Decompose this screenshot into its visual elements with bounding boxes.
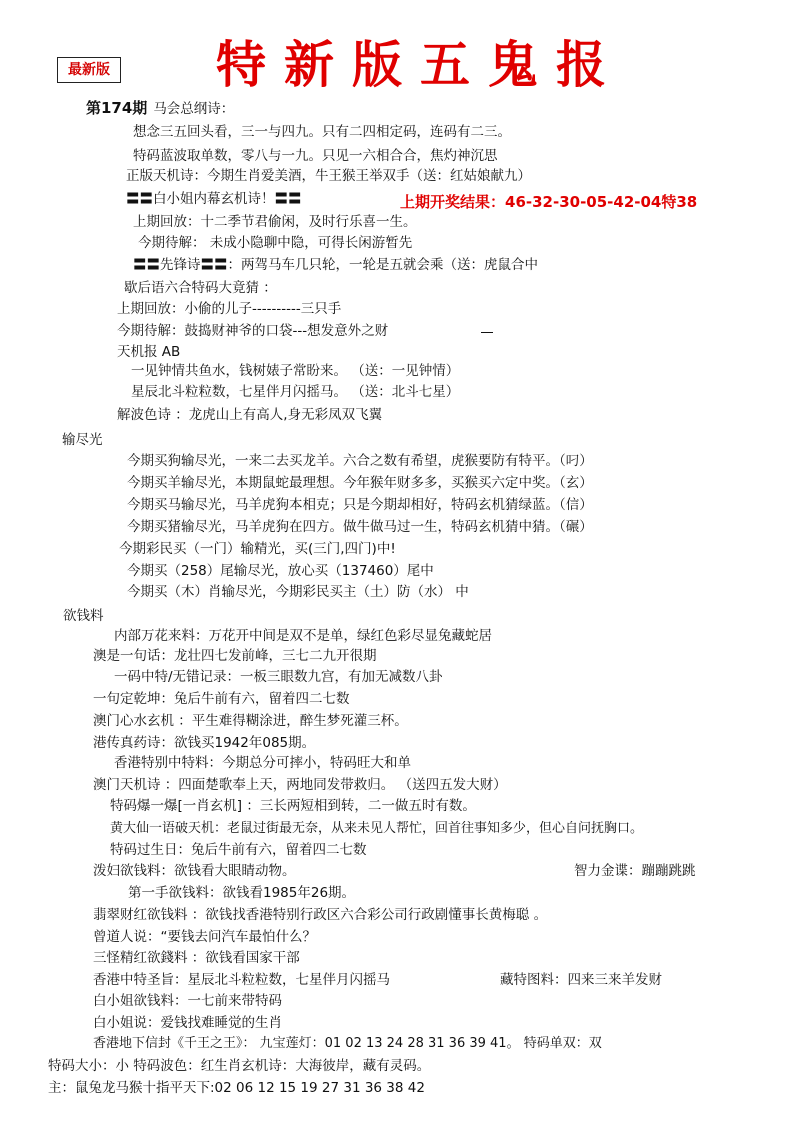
text-line: 正版天机诗：今期生肖爱美酒，牛王猴王举双手（送：红姑娘献九） — [126, 168, 531, 184]
text-line: 曾道人说：“要钱去问汽车最怕什么？ — [93, 929, 316, 945]
text-line: 特码过生日：兔后牛前有六，留着四二七数 — [110, 842, 367, 858]
text-line: 想念三五回头看，三一与四九。只有二四相定码，连码有二三。 — [133, 124, 511, 140]
text-line: 今期买羊输尽光，本期鼠蛇最理想。今年猴年财多多，买猴买六定中奖。（玄） — [127, 475, 593, 491]
text-line: 〓〓先锋诗〓〓：两驾马车几只轮，一轮是五就会乘（送：虎鼠合中 — [133, 257, 538, 273]
text-line: 〓〓白小姐内幕玄机诗！〓〓 — [126, 191, 302, 207]
text-line: 歇后语六合特码大竟猜 ： — [124, 280, 277, 296]
text-line: 一见钟情共鱼水，钱树婊子常盼来。 （送：一见钟情） — [131, 363, 460, 379]
text-line: 澳门天机诗 ：四面楚歌奉上天，两地同发带救归。 （送四五发大财） — [93, 777, 507, 793]
text-line: 内部万花来料：万花开中间是双不是单，绿红色彩尽显兔藏蛇居 — [114, 628, 492, 644]
zhili-note: 智力金谍：蹦蹦跳跳 — [574, 863, 696, 879]
text-line: 今期待解： 未成小隐聊中隐，可得长闲游暂先 — [138, 235, 413, 251]
text-line: 香港特别中特料：今期总分可摔小，特码旺大和单 — [114, 755, 411, 771]
text-line: 白小姐欲钱料：一七前来带特码 — [93, 993, 282, 1009]
text-line: 今期买猪输尽光，马羊虎狗在四方。做牛做马过一生，特码玄机猜中猜。（碾） — [127, 519, 593, 535]
text-line: 港传真药诗：欲钱买1942年085期。 — [93, 735, 316, 751]
text-line: 特码大小：小 特码波色：红生肖玄机诗：大海彼岸，藏有灵码。 — [48, 1058, 431, 1074]
text-line: 今期待解：鼓捣财神爷的口袋---想发意外之财 — [117, 323, 389, 339]
text-line: 主：鼠兔龙马猴十指平天下:02 06 12 15 19 27 31 36 38 42 — [48, 1080, 425, 1096]
text-line: 天机报 AB — [117, 344, 181, 360]
text-line: 三怪精红欲錢料 ：欲钱看国家干部 — [93, 950, 300, 966]
text-line: 解波色诗 ：龙虎山上有高人,身无彩凤双飞翼 — [117, 407, 383, 423]
text-line: 星辰北斗粒粒数，七星伴月闪摇马。 （送：北斗七星） — [131, 384, 460, 400]
text-line: 今期彩民买（一门）输精光，买(三门,四门)中! — [119, 541, 396, 557]
text-line: 翡翠财红欲钱料 ：欲钱找香港特别行政区六合彩公司行政剧懂事长黄梅聪 。 — [93, 907, 548, 923]
text-line: 上期回放：十二季节君偷闲，及时行乐喜一生。 — [133, 214, 417, 230]
text-line: 香港中特圣旨：星辰北斗粒粒数，七星伴月闪摇马 — [93, 972, 390, 988]
text-line: 一句定乾坤：兔后牛前有六，留着四二七数 — [93, 691, 350, 707]
text-cursor — [481, 332, 493, 333]
section-heading: 欲钱料 — [63, 608, 104, 624]
poem-title: 马会总纲诗： — [153, 101, 235, 117]
text-line: 一码中特/无错记录：一板三眼数九宫，有加无减数八卦 — [114, 669, 443, 685]
text-line: 特码爆一爆[一肖玄机] ：三长两短相到转，二一做五时有数。 — [110, 798, 476, 814]
page-title: 特新版五鬼报 — [216, 35, 624, 94]
text-line: 第一手欲钱料：欲钱看1985年26期。 — [128, 885, 356, 901]
text-line: 今期买狗输尽光，一来二去买龙羊。六合之数有希望，虎猴要防有特平。（叼） — [127, 453, 593, 469]
text-line: 黄大仙一语破天机：老鼠过街最无奈，从来未见人帮忙，回首往事知多少，但心自问抚胸口。 — [110, 821, 644, 836]
issue-number: 第174期 — [86, 99, 148, 117]
text-line: 今期买马输尽光，马羊虎狗本相克；只是今期却相好，特码玄机猜绿蓝。（信） — [127, 497, 593, 513]
text-line: 特码蓝波取单数，零八与一九。只见一六相合合，焦灼神沉思 — [133, 148, 498, 164]
text-line: 今期买（木）肖输尽光，今期彩民买主（土）防（水） 中 — [127, 584, 469, 600]
last-draw-result: 上期开奖结果：46-32-30-05-42-04特38 — [400, 193, 698, 211]
text-line: 香港地下信封《千王之王》： 九宝莲灯：01 02 13 24 28 31 36 39 41。 特码单双：双 — [93, 1036, 602, 1051]
text-line: 澳门心水玄机 ：平生难得糊涂进，醉生梦死灌三杯。 — [93, 713, 408, 729]
cangte-note: 藏特图料：四来三来羊发财 — [500, 972, 662, 988]
issue-line — [86, 98, 234, 119]
text-line: 泼妇欲钱料：欲钱看大眼睛动物。 — [93, 863, 296, 879]
latest-edition-badge: 最新版 — [57, 57, 121, 83]
text-line: 上期回放：小偷的儿子----------三只手 — [117, 301, 342, 317]
section-heading: 输尽光 — [62, 432, 103, 448]
text-line: 澳是一句话：龙壮四七发前峰，三七二九开很期 — [93, 648, 377, 664]
text-line: 今期买（258）尾输尽光，放心买（137460）尾中 — [127, 563, 434, 579]
text-line: 白小姐说：爱钱找难睡觉的生肖 — [93, 1015, 282, 1031]
